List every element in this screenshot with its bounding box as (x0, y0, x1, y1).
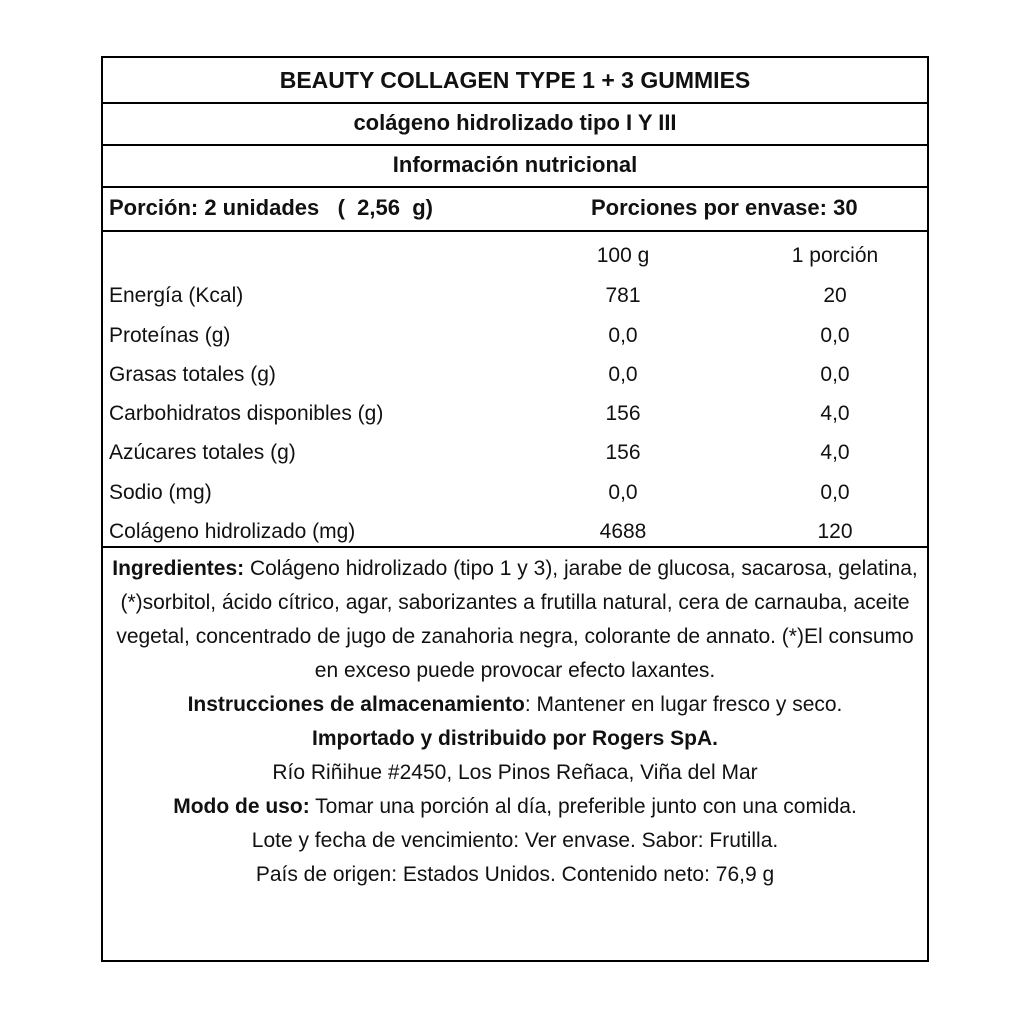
nutrient-label: Colágeno hidrolizado (mg) (109, 520, 356, 543)
ingredients-text: Colágeno hidrolizado (tipo 1 y 3), jarabe de glucosa, sacarosa, gelatina, (*)sorbitol, ácido cítrico, agar, saborizantes a frutilla natural, cera de carnauba, aceite vegetal, concentrado de jugo de zanahoria negra, colorante de annato. (*)El consumo en exceso puede provocar efecto laxantes. (116, 557, 918, 682)
product-title-text: BEAUTY COLLAGEN TYPE 1 + 3 GUMMIES (279, 66, 751, 93)
usage-text: Tomar una porción al día, preferible junto con una comida. (309, 795, 857, 818)
nutrient-row (103, 394, 927, 434)
nutrient-per100: 0,0 (608, 324, 638, 347)
storage-paragraph (103, 688, 927, 722)
nutrient-per-serving: 4,0 (820, 441, 850, 464)
nutrient-row (103, 473, 927, 513)
serving-row (103, 186, 927, 232)
label-info (103, 546, 927, 960)
product-title (103, 58, 927, 104)
serving-size: Porción: 2 unidades ( 2,56 g) (109, 195, 433, 220)
nutrient-label: Carbohidratos disponibles (g) (109, 402, 384, 425)
nutrient-row (103, 433, 927, 473)
nutrient-per-serving: 0,0 (820, 363, 850, 386)
product-subtitle (103, 102, 927, 146)
usage-paragraph (103, 790, 927, 824)
nutrient-per100: 4688 (599, 520, 647, 543)
storage-text: : Mantener en lugar fresco y seco. (524, 693, 843, 716)
nutrient-per-serving: 120 (817, 520, 853, 543)
nutrient-label: Sodio (mg) (109, 481, 212, 504)
ingredients-paragraph (103, 546, 927, 688)
nutrient-per100: 0,0 (608, 363, 638, 386)
nutrient-label: Energía (Kcal) (109, 284, 244, 307)
nutrient-row (103, 276, 927, 316)
nutrient-per-serving: 0,0 (820, 481, 850, 504)
nutrient-row (103, 355, 927, 395)
usage-heading: Modo de uso: (173, 795, 310, 818)
nutrition-label (101, 56, 929, 962)
importer-text: Importado y distribuido por Rogers SpA. (311, 727, 718, 750)
product-subtitle-text: colágeno hidrolizado tipo I Y III (353, 110, 677, 135)
column-header-serving: 1 porción (791, 244, 879, 267)
nutrient-per100: 0,0 (608, 481, 638, 504)
nutrient-header-row (103, 236, 927, 276)
nutrient-per100: 156 (605, 441, 641, 464)
nutrient-per-serving: 4,0 (820, 402, 850, 425)
nutrient-row (103, 316, 927, 356)
nutrient-per100: 781 (605, 284, 641, 307)
nutrient-label: Azúcares totales (g) (109, 441, 296, 464)
lot-text: Lote y fecha de vencimiento: Ver envase. Sabor: Frutilla. (251, 829, 779, 852)
origin-text: País de origen: Estados Unidos. Contenido neto: 76,9 g (255, 863, 775, 886)
nutrient-label: Proteínas (g) (109, 324, 231, 347)
importer-paragraph (103, 722, 927, 756)
address-text: Río Riñihue #2450, Los Pinos Reñaca, Viña del Mar (272, 761, 758, 784)
nutrient-label: Grasas totales (g) (109, 363, 276, 386)
nutrient-per-serving: 0,0 (820, 324, 850, 347)
nutrient-per-serving: 20 (823, 284, 847, 307)
column-header-100g: 100 g (596, 244, 650, 267)
nutrient-per100: 156 (605, 402, 641, 425)
section-title-text: Información nutricional (392, 152, 638, 177)
nutrient-table (103, 230, 927, 548)
ingredients-heading: Ingredientes: (112, 557, 245, 580)
section-title (103, 144, 927, 188)
servings-per-container: Porciones por envase: 30 (591, 195, 858, 220)
storage-heading: Instrucciones de almacenamiento (187, 693, 525, 716)
